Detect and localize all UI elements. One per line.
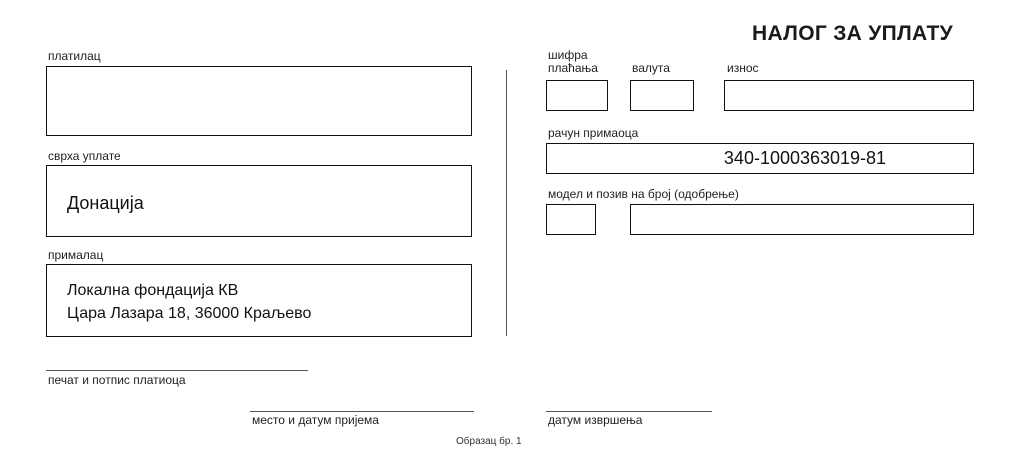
purpose-label: сврха уплате	[48, 149, 121, 163]
form-title: НАЛОГ ЗА УПЛАТУ	[752, 22, 953, 45]
recipient-label: прималац	[48, 248, 104, 262]
signature-line	[46, 370, 308, 371]
amount-field[interactable]	[724, 80, 974, 111]
signature-label: печат и потпис платиоца	[48, 373, 186, 387]
purpose-field[interactable]	[46, 165, 472, 237]
purpose-value: Донација	[67, 193, 144, 213]
form-number: Образац бр. 1	[456, 436, 522, 447]
payer-field[interactable]	[46, 66, 472, 136]
recipient-line-1: Локална фондација КВ	[67, 282, 239, 299]
place-date-line	[250, 411, 474, 412]
place-date-label: место и датум пријема	[252, 413, 379, 427]
payer-label: платилац	[48, 49, 101, 63]
recipient-line-2: Цара Лазара 18, 36000 Краљево	[67, 305, 312, 322]
amount-label: износ	[727, 61, 759, 75]
execution-date-label: датум извршења	[548, 413, 643, 427]
payment-code-label-1: шифра	[548, 48, 588, 62]
payment-code-label-2: плаћања	[548, 61, 598, 75]
reference-number-field[interactable]	[630, 204, 974, 235]
currency-label: валута	[632, 61, 670, 75]
currency-field[interactable]	[630, 80, 694, 111]
column-divider	[506, 70, 507, 336]
recipient-field[interactable]	[46, 264, 472, 337]
execution-date-line	[546, 411, 712, 412]
recipient-account-value: 340-1000363019-81	[723, 148, 887, 168]
payment-code-field[interactable]	[546, 80, 608, 111]
recipient-account-label: рачун примаоца	[548, 126, 639, 140]
recipient-account-field[interactable]	[546, 143, 974, 174]
model-label: модел и позив на број (одобрење)	[548, 187, 739, 201]
model-field[interactable]	[546, 204, 596, 235]
